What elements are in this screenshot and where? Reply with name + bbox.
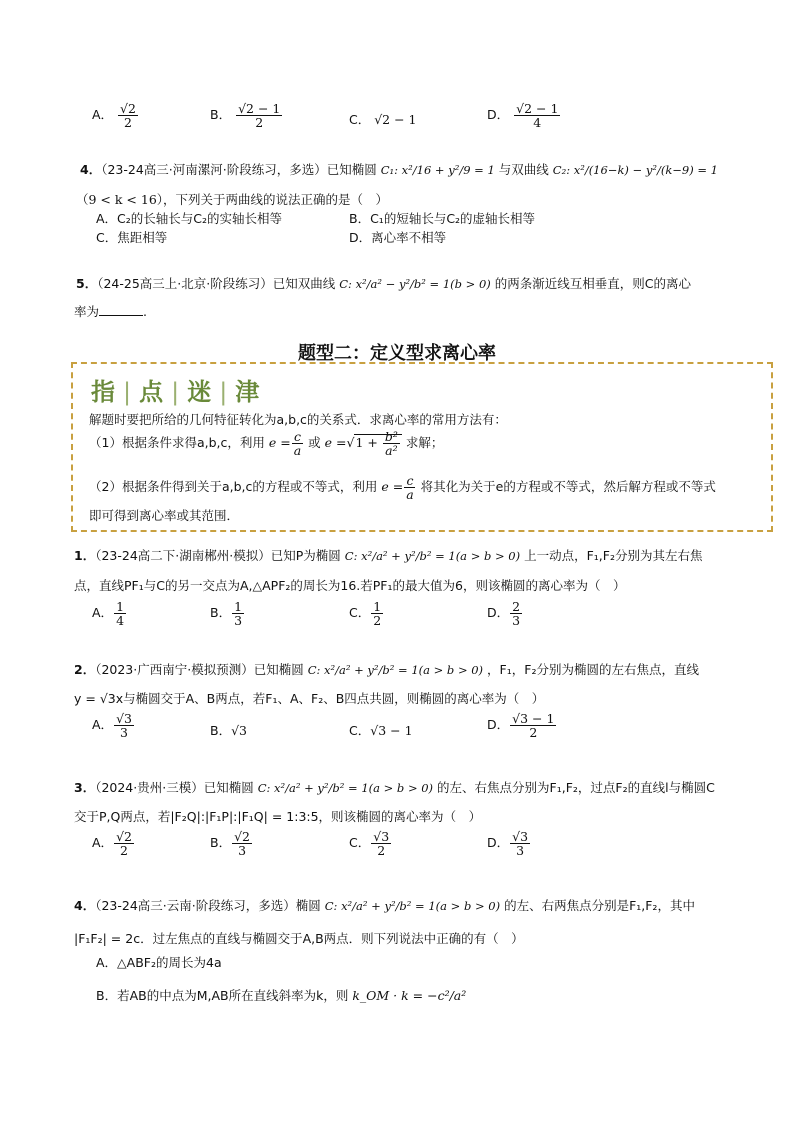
tips-heading: 指 | 点 | 迷 | 津 — [91, 378, 262, 406]
answer-blank[interactable] — [99, 315, 143, 316]
question-2-stem-2: y = √3x与椭圆交于A、B两点，若F₁、A、F₂、B四点共圆，则椭圆的离心率为（ ） — [74, 691, 545, 706]
question-1-option-c: C． $\frac{1}{2}$ — [349, 599, 382, 629]
prev-option-a: A． $\frac{√2}{2}$ — [92, 101, 136, 131]
question-1-option-b: B． $\frac{1}{3}$ — [210, 599, 243, 629]
question-2-option-a: A． $\frac{√3}{3}$ — [92, 711, 132, 741]
tips-line-4: 即可得到离心率或其范围． — [89, 508, 240, 523]
question-3-option-a: A． $\frac{√2}{2}$ — [92, 829, 132, 859]
question-2-option-b: B．√3 — [210, 723, 247, 738]
question-1-stem-2: 点，直线PF₁与C的另一交点为A,△APF₂的周长为16.若PF₁的最大值为6，则该椭圆的离心率为（ ） — [74, 578, 626, 593]
question-4a-option-a: A．C₂的长轴长与C₂的实轴长相等 — [96, 211, 283, 226]
tips-box — [71, 362, 773, 532]
tips-line-1: 解题时要把所给的几何特征转化为a,b,c的关系式．求离心率的常用方法有： — [89, 412, 507, 427]
prev-option-b: B． $\frac{√2 - 1}{2}$ — [210, 101, 281, 131]
question-3-stem: 3．（2024·贵州·三模）已知椭圆 C: x²/a² + y²/b² = 1(a > b > 0) 的左、右焦点分别为F₁,F₂，过点F₂的直线l与椭圆C — [74, 780, 715, 795]
question-3-option-b: B． $\frac{√2}{3}$ — [210, 829, 250, 859]
question-4a-option-c: C．焦距相等 — [96, 230, 168, 245]
question-3-stem-2: 交于P,Q两点，若|F₂Q|:|F₁P|:|F₁Q| = 1:3:5，则该椭圆的离心率为（ ） — [74, 809, 482, 824]
section-title: 题型二：定义型求离心率 — [298, 343, 496, 364]
question-1-option-a: A． $\frac{1}{4}$ — [92, 599, 125, 629]
question-4b-option-b: B．若AB的中点为M,AB所在直线斜率为k，则 k_OM · k = −c²/a² — [96, 988, 467, 1003]
question-4b-stem-2: |F₁F₂| = 2c．过左焦点的直线与椭圆交于A,B两点．则下列说法中正确的有（ ） — [74, 931, 524, 946]
question-2-option-c: C．√3 − 1 — [349, 723, 413, 738]
prev-option-d: D． $\frac{√2 - 1}{4}$ — [487, 101, 559, 131]
question-3-option-d: D． $\frac{√3}{3}$ — [487, 829, 529, 859]
question-3-option-c: C． $\frac{√3}{2}$ — [349, 829, 390, 859]
question-4a-option-d: D．离心率不相等 — [349, 230, 447, 245]
question-4a-condition: （9 < k < 16），下列关于两曲线的说法正确的是（ ） — [76, 192, 389, 207]
question-2-option-d: D． $\frac{√3 - 1}{2}$ — [487, 711, 555, 741]
prev-option-c: C． √2 − 1 — [349, 112, 417, 127]
question-1-stem: 1．（23-24高二下·湖南郴州·模拟）已知P为椭圆 C: x²/a² + y²/b² = 1(a > b > 0) 上一动点，F₁,F₂分别为其左右焦 — [74, 548, 703, 563]
question-2-stem: 2．（2023·广西南宁·模拟预测）已知椭圆 C: x²/a² + y²/b² = 1(a > b > 0) ，F₁，F₂分别为椭圆的左右焦点，直线 — [74, 662, 699, 677]
question-4b-stem: 4．（23-24高三·云南·阶段练习，多选）椭圆 C: x²/a² + y²/b² = 1(a > b > 0) 的左、右两焦点分别是F₁,F₂，其中 — [74, 898, 695, 913]
tips-line-2: （1）根据条件求得a,b,c，利用 e = $\frac{c}{a}$ 或 e =√1 + $\frac{\text{b²}}{\text{a²}}$ 求解； — [89, 429, 444, 459]
question-4a-option-b: B．C₁的短轴长与C₂的虚轴长相等 — [349, 211, 536, 226]
question-5-blank-line: 率为 . — [74, 304, 147, 319]
question-5-stem: 5．（24-25高三上·北京·阶段练习）已知双曲线 C: x²/a² − y²/b² = 1(b > 0) 的两条渐近线互相垂直，则C的离心 — [76, 276, 691, 291]
question-1-option-d: D． $\frac{2}{3}$ — [487, 599, 521, 629]
tips-line-3: （2）根据条件得到关于a,b,c的方程或不等式，利用 e = $\frac{c}{a}$ 将其化为关于e的方程或不等式，然后解方程或不等式 — [89, 473, 716, 503]
question-4b-option-a: A．△ABF₂的周长为4a — [96, 955, 222, 970]
question-4a-stem: 4．（23-24高三·河南漯河·阶段练习，多选）已知椭圆 C₁: x²/16 + y²/9 = 1 与双曲线 C₂: x²/(16−k) − y²/(k−9) = 1 — [80, 162, 718, 177]
